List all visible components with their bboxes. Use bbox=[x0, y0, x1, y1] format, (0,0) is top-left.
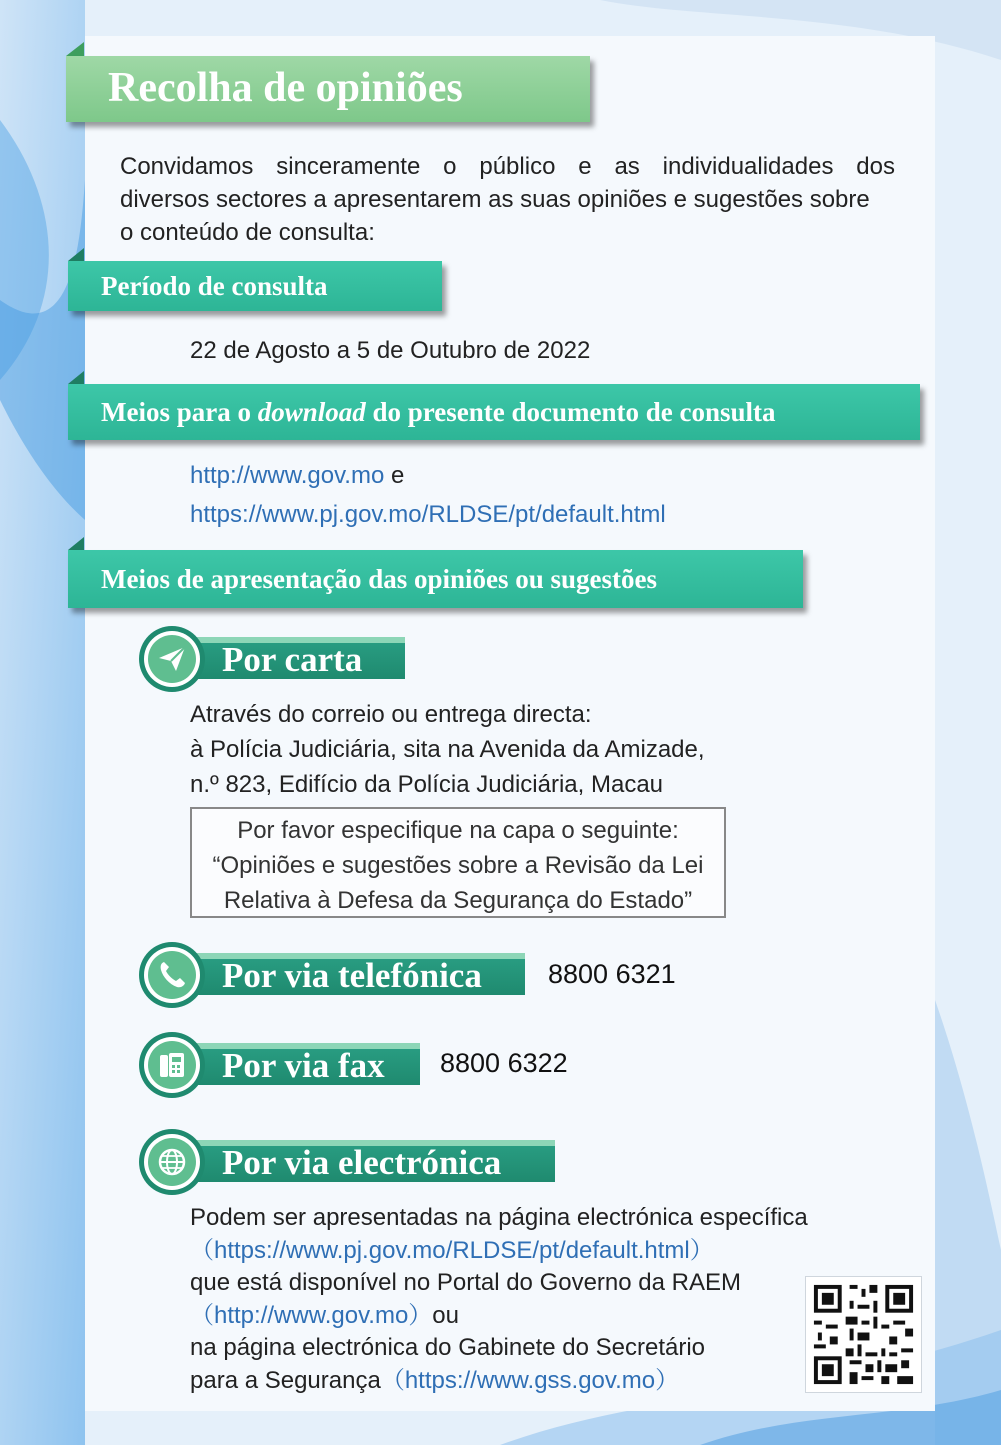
submission-header bbox=[68, 550, 803, 608]
electronic-label: Por via electrónica bbox=[222, 1143, 502, 1182]
phone-circle bbox=[139, 942, 205, 1008]
fax-label: Por via fax bbox=[222, 1046, 385, 1085]
electronic-line-2: （https://www.pj.gov.mo/RLDSE/pt/default.html） bbox=[190, 1236, 714, 1264]
phone-number: 8800 6321 bbox=[548, 959, 676, 989]
electronic-line-4: （http://www.gov.mo）ou bbox=[190, 1301, 459, 1329]
period-header bbox=[68, 261, 442, 311]
download-fold bbox=[68, 371, 84, 384]
electronic-circle bbox=[139, 1129, 205, 1195]
phone-icon bbox=[156, 959, 188, 991]
notice-line-3: Relativa à Defesa da Segurança do Estado” bbox=[223, 887, 693, 914]
download-link-line-2 bbox=[190, 497, 666, 533]
submission-heading: Meios de apresentação das opiniões ou sugestões bbox=[101, 564, 658, 594]
fax-circle bbox=[139, 1032, 205, 1098]
title-fold bbox=[66, 42, 84, 56]
gov-mo-link[interactable]: http://www.gov.mo bbox=[190, 462, 385, 489]
phone-pill bbox=[190, 953, 525, 995]
download-heading: Meios para o download do presente documento de consulta bbox=[101, 397, 776, 427]
qr-code bbox=[805, 1276, 922, 1393]
notice-line-1: Por favor especifique na capa o seguinte: bbox=[237, 817, 679, 844]
fax-icon bbox=[156, 1049, 188, 1081]
letter-circle bbox=[139, 626, 205, 692]
period-dates: 22 de Agosto a 5 de Outubro de 2022 bbox=[190, 337, 591, 364]
paper-plane-icon bbox=[156, 643, 188, 675]
electronic-line-1: Podem ser apresentadas na página electrónica específica bbox=[190, 1204, 808, 1231]
electronic-line-6: para a Segurança（https://www.gss.gov.mo） bbox=[190, 1366, 680, 1394]
title-banner bbox=[66, 56, 590, 122]
electronic-pill bbox=[190, 1140, 555, 1182]
letter-line-3: n.º 823, Edifício da Polícia Judiciária, Macau bbox=[190, 771, 664, 798]
letter-notice-box bbox=[190, 807, 726, 918]
electronic-text bbox=[190, 1202, 808, 1397]
period-fold bbox=[68, 248, 84, 261]
intro-paragraph bbox=[120, 150, 895, 249]
notice-line-2: “Opiniões e sugestões sobre a Revisão da Lei bbox=[212, 852, 704, 879]
submission-fold bbox=[68, 537, 84, 550]
download-header bbox=[68, 384, 920, 440]
period-heading: Período de consulta bbox=[101, 271, 328, 301]
letter-line-2: à Polícia Judiciária, sita na Avenida da Amizade, bbox=[190, 736, 705, 763]
pj-rldse-link-2[interactable]: https://www.pj.gov.mo/RLDSE/pt/default.html bbox=[214, 1236, 690, 1264]
pj-rldse-link[interactable]: https://www.pj.gov.mo/RLDSE/pt/default.html bbox=[190, 501, 666, 528]
electronic-line-5: na página electrónica do Gabinete do Secretário bbox=[190, 1334, 706, 1361]
gss-link[interactable]: https://www.gss.gov.mo bbox=[404, 1366, 656, 1394]
gov-mo-link-2[interactable]: http://www.gov.mo bbox=[214, 1301, 409, 1329]
qr-code-icon bbox=[806, 1277, 921, 1392]
intro-line-1: Convidamos sinceramente o público e as individualidades dos bbox=[120, 153, 895, 180]
download-connector: e bbox=[384, 462, 405, 489]
electronic-line-3: que está disponível no Portal do Governo da RAEM bbox=[190, 1269, 741, 1296]
letter-pill bbox=[190, 637, 405, 679]
page-title: Recolha de opiniões bbox=[108, 65, 463, 111]
download-link-line bbox=[190, 458, 404, 494]
letter-line-1: Através do correio ou entrega directa: bbox=[190, 701, 592, 728]
intro-line-2: diversos sectores a apresentarem as suas opiniões e sugestões sobre bbox=[120, 186, 870, 213]
intro-line-3: o conteúdo de consulta: bbox=[120, 219, 375, 246]
phone-label: Por via telefónica bbox=[222, 956, 482, 995]
letter-label: Por carta bbox=[222, 640, 363, 679]
letter-text bbox=[190, 697, 705, 802]
globe-icon bbox=[156, 1146, 188, 1178]
fax-pill bbox=[190, 1043, 420, 1085]
fax-number: 8800 6322 bbox=[440, 1048, 568, 1078]
